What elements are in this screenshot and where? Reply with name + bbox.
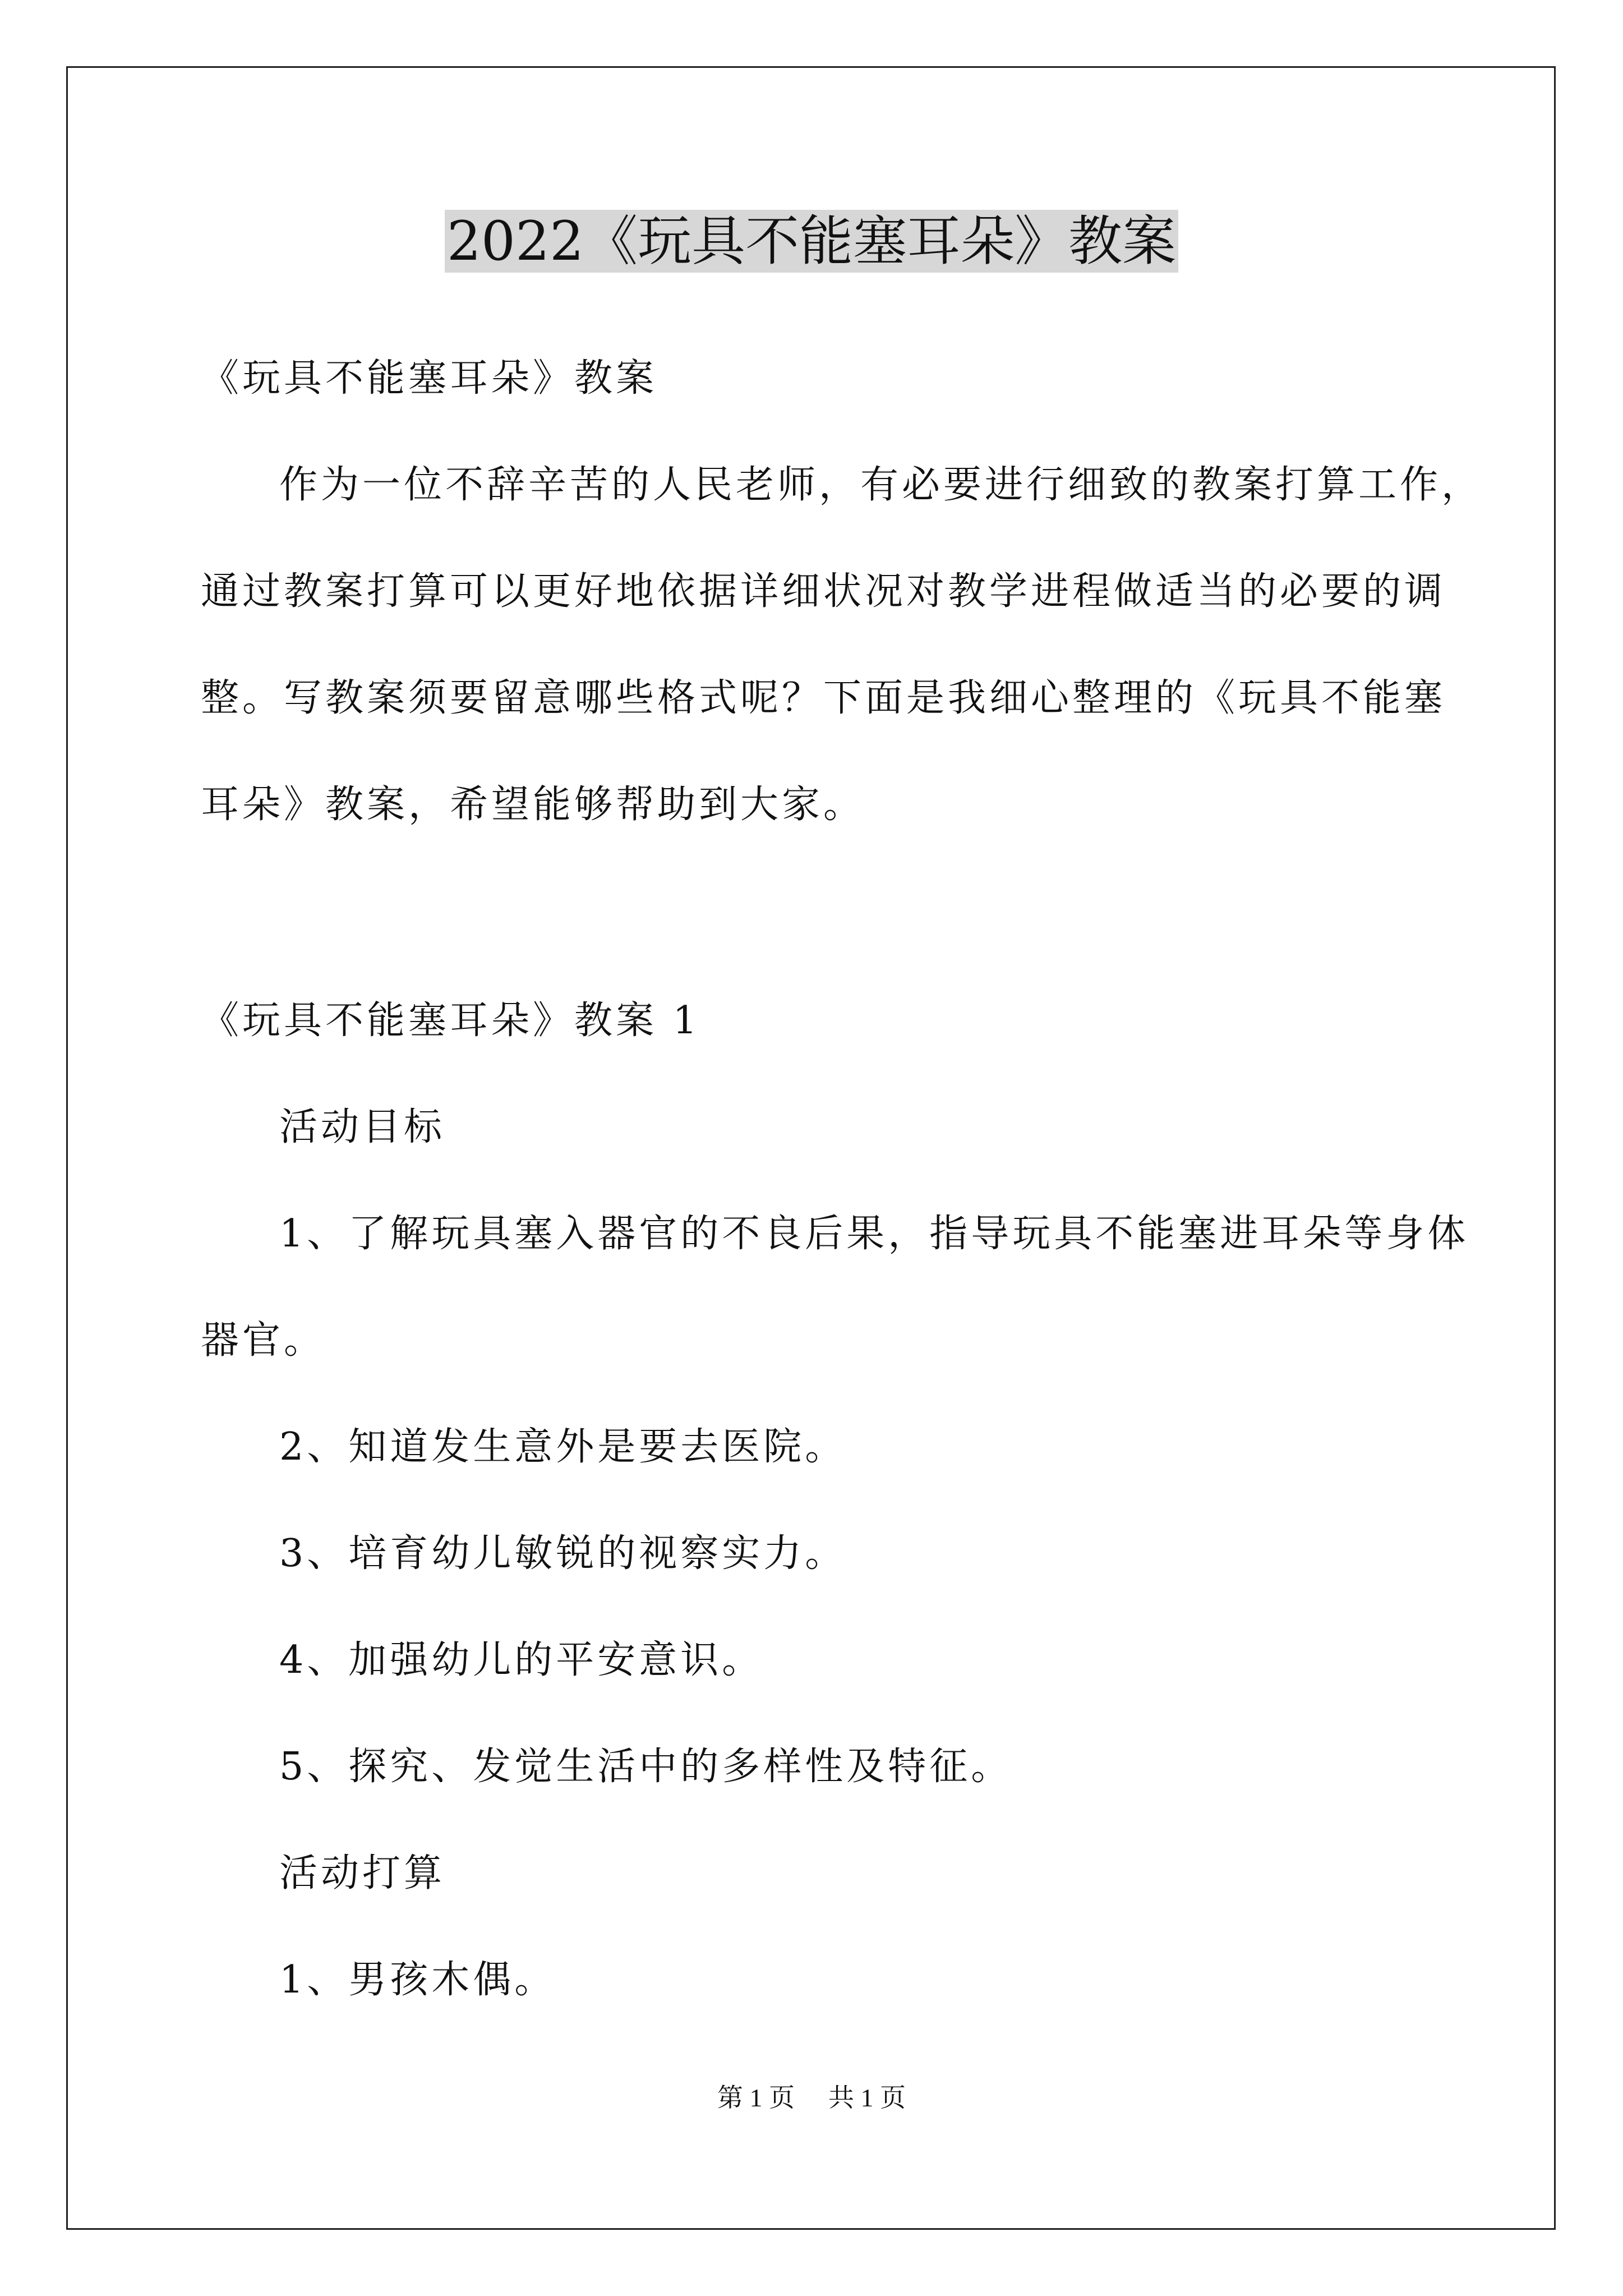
list-item-continuation: 器官。 bbox=[201, 1318, 326, 1363]
document-title-text: 2022《玩具不能塞耳朵》教案 bbox=[445, 210, 1178, 273]
list-item: 4、加强幼儿的平安意识。 bbox=[279, 1638, 764, 1682]
paragraph-line: 通过教案打算可以更好地依据详细状况对教学进程做适当的必要的调 bbox=[201, 569, 1446, 614]
paragraph-line: 整。写教案须要留意哪些格式呢？下面是我细心整理的《玩具不能塞 bbox=[201, 676, 1446, 720]
subheading-activity-preparation: 活动打算 bbox=[279, 1851, 446, 1895]
page-number-total: 共 1 页 bbox=[828, 2083, 906, 2112]
section-heading-intro: 《玩具不能塞耳朵》教案 bbox=[201, 356, 658, 401]
list-item: 5、探究、发觉生活中的多样性及特征。 bbox=[279, 1745, 1013, 1789]
paragraph-line: 作为一位不辞辛苦的人民老师，有必要进行细致的教案打算工作， bbox=[279, 463, 1483, 507]
subheading-activity-goals: 活动目标 bbox=[279, 1105, 446, 1149]
list-item: 2、知道发生意外是要去医院。 bbox=[279, 1425, 847, 1469]
list-item: 1、男孩木偶。 bbox=[279, 1958, 556, 2002]
list-item: 3、培育幼儿敏锐的视察实力。 bbox=[279, 1531, 847, 1576]
document-title bbox=[0, 205, 1623, 278]
section-heading-lesson-1: 《玩具不能塞耳朵》教案 1 bbox=[201, 999, 700, 1043]
list-item: 1、了解玩具塞入器官的不良后果，指导玩具不能塞进耳朵等身体 bbox=[279, 1212, 1469, 1256]
page-number-current: 第 1 页 bbox=[717, 2083, 795, 2112]
page-footer bbox=[0, 2081, 1623, 2115]
paragraph-line: 耳朵》教案，希望能够帮助到大家。 bbox=[201, 783, 865, 827]
